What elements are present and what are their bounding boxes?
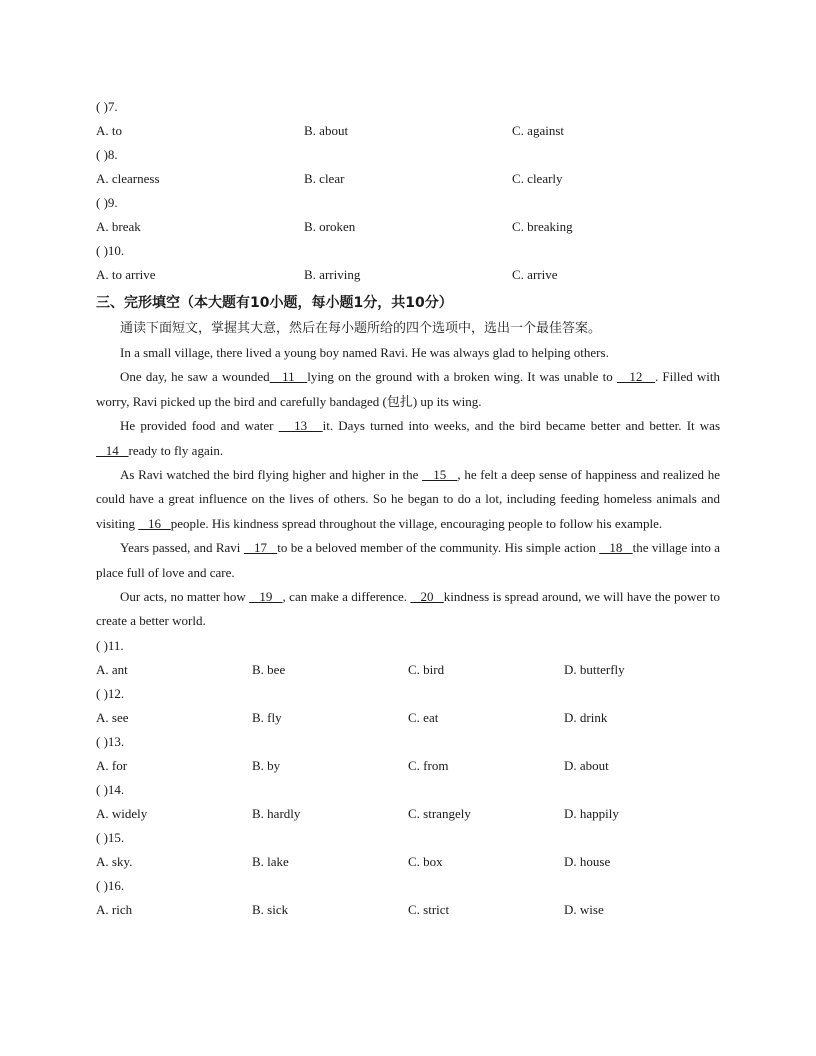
section-title: 三、完形填空（本大题有10小题，每小题1分，共10分） <box>96 295 453 311</box>
option-c: C. breaking <box>512 219 573 234</box>
option-c: C. bird <box>408 661 445 677</box>
option-row <box>96 215 720 239</box>
question-label: ( )13. <box>96 733 125 749</box>
question-12 <box>96 682 720 730</box>
option-row <box>96 706 720 730</box>
blank-15: 15 <box>422 467 458 483</box>
passage-paragraph-5: Years passed, and Ravi 17 to be a beloved member of the community. His simple action 18 the village into a place full of love and care. <box>96 540 721 580</box>
option-a: A. clearness <box>96 171 160 186</box>
option-b: B. bee <box>252 661 286 677</box>
option-a: A. for <box>96 757 128 773</box>
question-16 <box>96 874 720 922</box>
option-a: A. see <box>96 709 129 725</box>
option-c: C. arrive <box>512 267 558 282</box>
option-c: C. eat <box>408 709 439 725</box>
option-c: C. clearly <box>512 171 563 186</box>
option-c: C. strangely <box>408 805 471 821</box>
option-a: A. break <box>96 219 141 234</box>
question-label: ( )14. <box>96 781 125 797</box>
option-a: A. rich <box>96 901 133 917</box>
question-8 <box>96 143 720 191</box>
section-instruction: 通读下面短文，掌握其大意，然后在每小题所给的四个选项中，选出一个最佳答案。 <box>120 321 602 336</box>
option-a: A. widely <box>96 805 148 821</box>
question-label: ( )11. <box>96 637 124 653</box>
option-a: A. to <box>96 123 122 138</box>
blank-18: 18 <box>599 540 633 556</box>
option-b: B. fly <box>252 709 282 725</box>
passage-paragraph-1: In a small village, there lived a young boy named Ravi. He was always glad to helping others. <box>120 345 609 360</box>
option-c: C. strict <box>408 901 450 917</box>
option-b: B. by <box>252 757 281 773</box>
option-b: B. arriving <box>304 267 361 282</box>
option-row <box>96 167 720 191</box>
blank-12: 12 <box>616 369 655 385</box>
option-d: D. about <box>564 757 609 773</box>
blank-19: 19 <box>249 589 283 605</box>
question-label: ( )9. <box>96 195 118 210</box>
blank-17: 17 <box>243 540 278 556</box>
option-c: C. box <box>408 853 443 869</box>
option-row <box>96 802 720 826</box>
question-14 <box>96 778 720 826</box>
question-7 <box>96 95 720 143</box>
passage-paragraph-4: As Ravi watched the bird flying higher and higher in the 15 , he felt a deep sense of happiness and realized he could have a great influence on the lives of others. So he began to do a lot, including feeding homeless animals and visiting 16 people. His kindness spread throughout the village, encouraging people to follow his example. <box>96 467 721 531</box>
page-content <box>96 95 720 922</box>
question-9 <box>96 191 720 239</box>
question-10 <box>96 239 720 287</box>
option-row <box>96 850 720 874</box>
option-d: D. happily <box>564 805 619 821</box>
question-label: ( )10. <box>96 243 125 258</box>
option-row <box>96 658 720 682</box>
option-b: B. about <box>304 123 349 138</box>
option-b: B. hardly <box>252 805 301 821</box>
option-row <box>96 263 720 287</box>
blank-20: 20 <box>410 589 444 605</box>
option-d: D. drink <box>564 709 608 725</box>
passage-paragraph-2: One day, he saw a wounded 11 lying on the ground with a broken wing. It was unable to 12 . Filled with worry, Ravi picked up the bird and carefully bandaged (包扎) up its wing. <box>96 369 721 409</box>
option-a: A. sky. <box>96 853 133 869</box>
option-d: D. wise <box>564 901 604 917</box>
blank-11: 11 <box>269 369 308 385</box>
question-label: ( )12. <box>96 685 125 701</box>
cloze-passage <box>96 341 720 634</box>
option-c: C. against <box>512 123 564 138</box>
question-15 <box>96 826 720 874</box>
option-row <box>96 754 720 778</box>
passage-paragraph-6: Our acts, no matter how 19 , can make a difference. 20 kindness is spread around, we will have the power to create a better world. <box>96 589 721 629</box>
option-b: B. oroken <box>304 219 356 234</box>
question-label: ( )15. <box>96 829 125 845</box>
option-b: B. clear <box>304 171 345 186</box>
option-a: A. ant <box>96 661 128 677</box>
blank-16: 16 <box>138 515 171 531</box>
question-label: ( )8. <box>96 147 118 162</box>
passage-paragraph-3: He provided food and water 13 it. Days turned into weeks, and the bird became better and better. It was 14 ready to fly again. <box>96 418 721 458</box>
blank-14: 14 <box>96 442 129 458</box>
option-c: C. from <box>408 757 449 773</box>
question-11 <box>96 634 720 682</box>
option-d: D. butterfly <box>564 661 625 677</box>
option-row <box>96 119 720 143</box>
option-b: B. lake <box>252 853 289 869</box>
blank-13: 13 <box>278 418 323 434</box>
question-label: ( )16. <box>96 877 125 893</box>
option-b: B. sick <box>252 901 289 917</box>
option-row <box>96 898 720 922</box>
question-13 <box>96 730 720 778</box>
question-label: ( )7. <box>96 99 118 114</box>
option-a: A. to arrive <box>96 267 156 282</box>
option-d: D. house <box>564 853 611 869</box>
